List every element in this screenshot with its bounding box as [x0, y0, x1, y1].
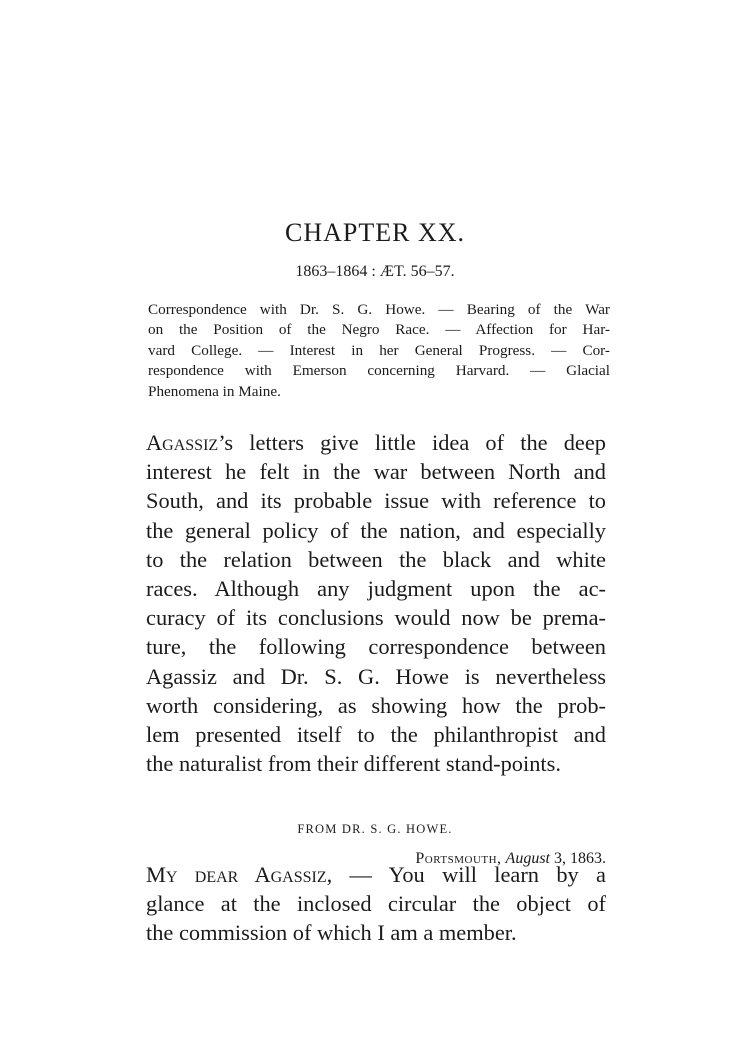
body-line: ture, the following correspondence between: [146, 634, 606, 660]
letter-line-text: — You will learn by a: [332, 862, 606, 887]
letter-heading: FROM DR. S. G. HOWE.: [297, 822, 453, 836]
body-line-text: ’s letters give little idea of the deep: [218, 430, 606, 455]
body-paragraph: [146, 428, 606, 778]
chapter-summary: [148, 300, 610, 402]
letter-date: 3, 1863.: [550, 850, 606, 867]
body-line: Agassiz and Dr. S. G. Howe is nevertheless: [146, 663, 606, 689]
summary-line: Correspondence with Dr. S. G. Howe. — Bearing of the War: [148, 301, 610, 318]
body-line: [146, 428, 606, 457]
body-line: South, and its probable issue with reference to: [146, 488, 606, 514]
body-line: curacy of its conclusions would now be prema-: [146, 605, 606, 631]
lead-word: Agassiz: [146, 430, 219, 455]
letter-body: [146, 860, 606, 948]
chapter-title: CHAPTER XX.: [284, 218, 465, 247]
summary-line: vard College. — Interest in her General Progress. — Cor-: [148, 341, 610, 359]
summary-line: respondence with Emerson concerning Harvard. — Glacial: [148, 362, 610, 380]
letter-place: Portsmouth,: [415, 850, 502, 867]
letter-line: [146, 860, 606, 889]
body-line: races. Although any judgment upon the ac-: [146, 576, 606, 602]
letter-month: August: [505, 850, 550, 867]
body-line: the general policy of the nation, and especially: [146, 517, 606, 543]
summary-line: on the Position of the Negro Race. — Affection for Har-: [148, 321, 610, 339]
chapter-dates: 1863–1864 : ÆT. 56–57.: [295, 263, 455, 280]
letter-line: the commission of which I am a member.: [146, 920, 517, 946]
body-line: interest he felt in the war between North and: [146, 459, 606, 485]
body-line: to the relation between the black and white: [146, 546, 606, 572]
summary-line: Phenomena in Maine.: [148, 382, 281, 400]
body-line: the naturalist from their different stand-points.: [146, 751, 561, 777]
body-line: lem presented itself to the philanthropist and: [146, 722, 606, 748]
letter-salutation: My dear Agassiz,: [146, 862, 333, 887]
letter-line: glance at the inclosed circular the object of: [146, 891, 606, 917]
body-line: worth considering, as showing how the prob-: [146, 692, 606, 718]
